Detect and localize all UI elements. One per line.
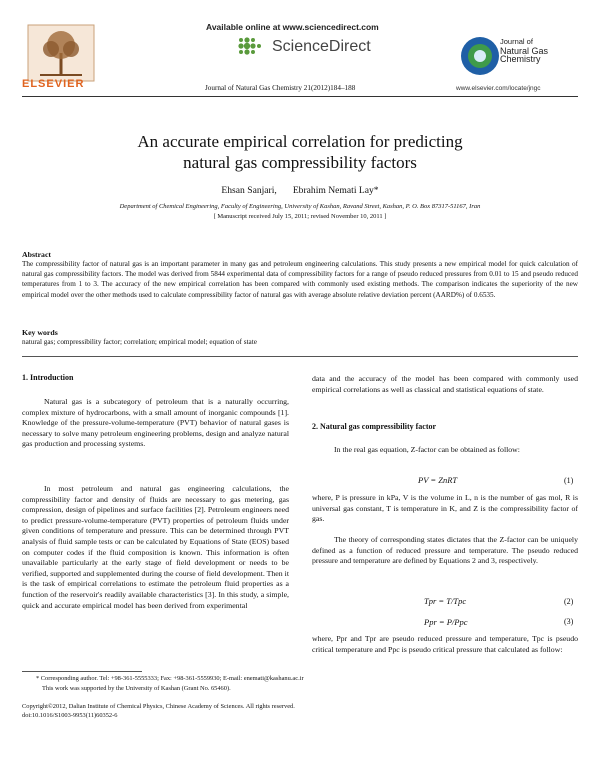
equation-2: Tpr = T/Tpc — [424, 596, 467, 606]
equation-2-number: (2) — [564, 597, 574, 606]
journal-reference: Journal of Natural Gas Chemistry 21(2012)184–188 — [205, 84, 356, 92]
sciencedirect-wordmark: ScienceDirect — [272, 38, 371, 55]
section-2-heading: 2. Natural gas compressibility factor — [312, 422, 437, 431]
author-2: Ebrahim Nemati Lay* — [292, 185, 379, 196]
journal-url[interactable]: www.elsevier.com/locate/jngc — [456, 85, 541, 92]
abstract-divider — [22, 356, 578, 357]
article-title: An accurate empirical correlation for predicting natural gas compressibility factors — [137, 132, 463, 172]
section-2-paragraph-4: where, Ppr and Tpr are pseudo reduced pressure and temperature, Tpc is pseudo critical temperature and Ppc is pseudo critical pressure that calculated as follow: — [312, 634, 578, 654]
doi[interactable]: doi:10.1016/S1003-9953(11)60352-6 — [22, 712, 118, 719]
section-1-heading: 1. Introduction — [22, 373, 74, 382]
affiliation: Department of Chemical Engineering, Faculty of Engineering, University of Kashan, Ravand Street, Kashan, P. O. Box 87317-51167, Iran — [119, 203, 481, 210]
section-2-paragraph-1: In the real gas equation, Z-factor can be obtained as follow: — [334, 445, 520, 454]
abstract-text: The compressibility factor of natural gas is an important parameter in many gas and petroleum engineering calculations. This study presents a new empirical model for quick calculation of natural gas compressibility factors. The model was derived from 5844 experimental data of compressibility factors for a range of pseudo reduced pressures from 0.01 to 15 and pseudo reduced temperatures from 1 to 3. The accuracy of the new empirical correlation has been compared with commonly used existing methods. The comparison indicates the superiority of the new empirical model over the other methods used to calculate compressibility factor of natural gas with average absolute relative deviation percent (AARD%) of 0.6535. — [22, 260, 578, 299]
footnote-corresponding-author: * Corresponding author. Tel: +98-361-5555333; Fax: +98-361-5559930; E-mail: enemati@kashanu.ac.ir — [36, 675, 304, 682]
footnote-divider — [22, 671, 142, 672]
equation-1-number: (1) — [564, 476, 574, 485]
section-2-paragraph-3: The theory of corresponding states dictates that the Z-factor can be uniquely defined as a function of reduced pressure and temperature. The pseudo reduced pressure and temperature are defined by Equations 2 and 3, respectively. — [312, 535, 578, 566]
equation-1: PV = ZnRT — [418, 475, 458, 485]
intro-paragraph-continued: data and the accuracy of the model has been compared with commonly used empirical correlations as well as classical and statistical equations of state. — [312, 374, 578, 394]
author-list — [0, 185, 600, 196]
copyright-notice: Copyright©2012, Dalian Institute of Chemical Physics, Chinese Academy of Sciences. All rights reserved. — [22, 703, 295, 710]
received-dates: [ Manuscript received July 15, 2011; revised November 10, 2011 ] — [213, 213, 387, 220]
keywords-heading: Key words — [22, 328, 58, 337]
intro-paragraph-1: Natural gas is a subcategory of petroleum that is a naturally occurring, complex mixture of hydrocarbons, with a small amount of inorganic compounds [1]. Knowledge of the pressure-volume-temperature (PVT) behavior of natural gases is necessary to solve many petroleum engineering problems, design and analyze natural gas production and processing systems. — [22, 397, 289, 449]
intro-paragraph-2: In most petroleum and natural gas engineering calculations, the compressibility factor and density of fluids are necessary to gas metering, gas compression, design of pipelines and surface facilities [2]. Petroleum engineers need to predict pressure-volume-temperature (PVT) properties of petroleum fluids under given conditions of temperature and pressure. This can be determined through PVT analysis of fluid sample tests or can be calculated by Equations of State (EOS) based on computer codes if the fluid composition is known. This information is often unavailable particularly at the early stage of field development or needs to be verified, supported and supplemented during the course of field development. Then it is the task of empirical correlations to estimate the petroleum fluid properties as a function of the reservoir's readily available characteristics [3]. In this study, a simple, quick and accurate empirical model has been derived from experimental — [22, 484, 289, 610]
keywords-text: natural gas; compressibility factor; correlation; empirical model; equation of state — [22, 338, 257, 346]
journal-logo-title: Journal of Natural Gas Chemistry — [500, 37, 549, 64]
elsevier-wordmark: ELSEVIER — [22, 78, 85, 90]
author-1: Ehsan Sanjari, — [221, 185, 277, 196]
section-2-paragraph-2: where, P is pressure in kPa, V is the volume in L, n is the number of gas mol, R is universal gas constant, T is temperature in K, and Z is the compressibility factor of gas. — [312, 493, 578, 524]
header-divider — [22, 96, 578, 97]
equation-3: Ppr = P/Ppc — [424, 617, 468, 627]
abstract-heading: Abstract — [22, 250, 52, 259]
available-online-text: Available online at www.sciencedirect.com — [206, 22, 379, 32]
equation-3-number: (3) — [564, 617, 574, 626]
footnote-funding: This work was supported by the University of Kashan (Grant No. 65460). — [42, 685, 231, 692]
